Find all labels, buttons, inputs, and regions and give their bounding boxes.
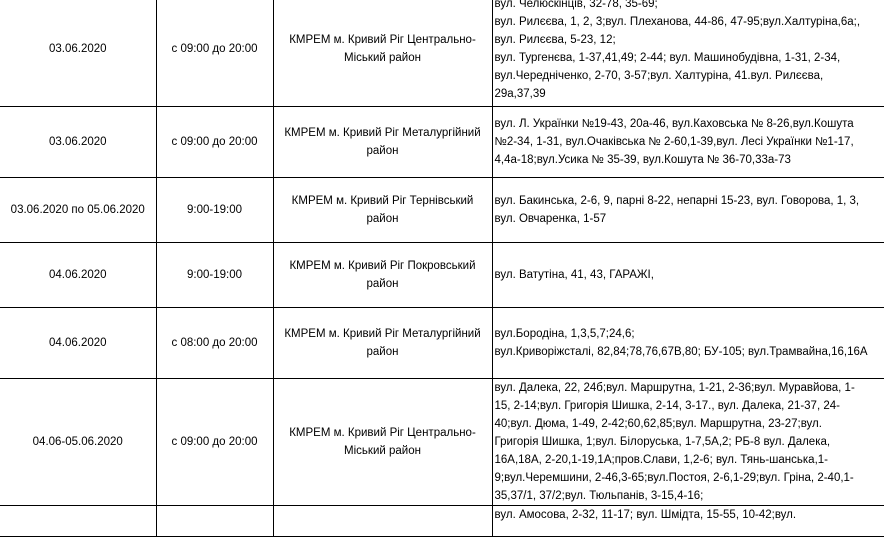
address-line: вул. Далека, 22, 24б;вул. Маршрутна, 1-21, 2-36;вул. Муравйова, 1- <box>495 379 884 397</box>
address-line: вул.Криворіжсталі, 82,84;78,76,67В,80; БУ-105; вул.Трамвайна,16,16А <box>495 343 884 361</box>
address-list-cell <box>492 243 884 308</box>
table-row <box>0 308 884 379</box>
address-list-cell <box>492 178 884 243</box>
outage-date-cell: 03.06.2020 по 05.06.2020 <box>0 178 156 243</box>
address-line: вул. Рилєєва, 5-23, 12; <box>495 31 884 49</box>
address-line: 16А,18А, 2-20,1-19,1А;пров.Слави, 1,2-6; вул. Тянь-шанська,1- <box>495 451 884 469</box>
district-office-cell: КМРЕМ м. Кривий Ріг Покровський район <box>273 243 492 308</box>
address-line: №2-34, 1-31, вул.Очаківська № 2-60,1-39,вул. Лесі Українки №1-17, <box>495 133 884 151</box>
address-line: Григорія Шишка, 1;вул. Білоруська, 1-7,5А,2; РБ-8 вул. Далека, <box>495 433 884 451</box>
address-line: вул. Амосова, 2-32, 11-17; вул. Шмідта, 15-55, 10-42;вул. <box>495 506 884 524</box>
table-row <box>0 243 884 308</box>
address-line: вул. Бакинська, 2-6, 9, парні 8-22, непарні 15-23, вул. Говорова, 1, 3, <box>495 192 884 210</box>
address-line: 40;вул. Дюма, 1-49, 2-42;60,62,85;вул. Маршрутна, 23-27;вул. <box>495 415 884 433</box>
outage-time-cell: с 08:00 до 20:00 <box>156 308 273 379</box>
outage-time-cell: с 09:00 до 20:00 <box>156 107 273 178</box>
district-office-cell: КМРЕМ м. Кривий Ріг Тернівський район <box>273 178 492 243</box>
address-list-cell <box>492 0 884 107</box>
address-list-cell <box>492 308 884 379</box>
outage-date-cell <box>0 506 156 537</box>
table-row <box>0 107 884 178</box>
address-line: вул. Овчаренка, 1-57 <box>495 210 884 228</box>
outage-time-cell: 9:00-19:00 <box>156 243 273 308</box>
address-line: вул. Челюскінців, 32-78, 35-69; <box>495 0 884 13</box>
address-line: вул. Рилєєва, 1, 2, 3;вул. Плеханова, 44-86, 47-95;вул.Халтуріна,6а;, <box>495 13 884 31</box>
address-line: вул. Л. Українки №19-43, 20а-46, вул.Каховська № 8-26,вул.Кошута <box>495 115 884 133</box>
outage-time-cell <box>156 506 273 537</box>
address-line: вул. Ватутіна, 41, 43, ГАРАЖІ, <box>495 266 884 284</box>
table-row <box>0 178 884 243</box>
district-office-cell <box>273 506 492 537</box>
address-line: 29а,37,39 <box>495 85 884 103</box>
district-office-cell: КМРЕМ м. Кривий Ріг Металургійний район <box>273 308 492 379</box>
outage-date-cell: 03.06.2020 <box>0 107 156 178</box>
outage-time-cell: с 09:00 до 20:00 <box>156 379 273 506</box>
address-line: 15, 2-14;вул. Григорія Шишка, 2-14, 3-17., вул. Далека, 21-37, 24- <box>495 397 884 415</box>
outage-date-cell: 03.06.2020 <box>0 0 156 107</box>
table-row <box>0 0 884 107</box>
address-line: вул.Бородіна, 1,3,5,7;24,6; <box>495 325 884 343</box>
address-line: вул. Тургенєва, 1-37,41,49; 2-44; вул. Машинобудівна, 1-31, 2-34, <box>495 49 884 67</box>
outage-time-cell: с 09:00 до 20:00 <box>156 0 273 107</box>
address-line: 9;вул.Черемшини, 2-46,3-65;вул.Постоя, 2-6,1-29;вул. Гріна, 2-40,1- <box>495 469 884 487</box>
table-row <box>0 506 884 537</box>
address-line: вул.Чередніченко, 2-70, 3-57;вул. Халтуріна, 41.вул. Рилєєва, <box>495 67 884 85</box>
address-line: 35,37/1, 37/2;вул. Тюльпанів, 3-15,4-16; <box>495 487 884 505</box>
outage-date-cell: 04.06.2020 <box>0 308 156 379</box>
table-row <box>0 379 884 506</box>
outage-time-cell: 9:00-19:00 <box>156 178 273 243</box>
district-office-cell: КМРЕМ м. Кривий Ріг Центрально-Міський район <box>273 379 492 506</box>
district-office-cell: КМРЕМ м. Кривий Ріг Металургійний район <box>273 107 492 178</box>
district-office-cell: КМРЕМ м. Кривий Ріг Центрально-Міський район <box>273 0 492 107</box>
address-list-cell <box>492 107 884 178</box>
outage-date-cell: 04.06-05.06.2020 <box>0 379 156 506</box>
address-list-cell <box>492 506 884 537</box>
address-list-cell <box>492 379 884 506</box>
outage-date-cell: 04.06.2020 <box>0 243 156 308</box>
address-line: 4,4а-18;вул.Усика № 35-39, вул.Кошута № 36-70,33а-73 <box>495 151 884 169</box>
